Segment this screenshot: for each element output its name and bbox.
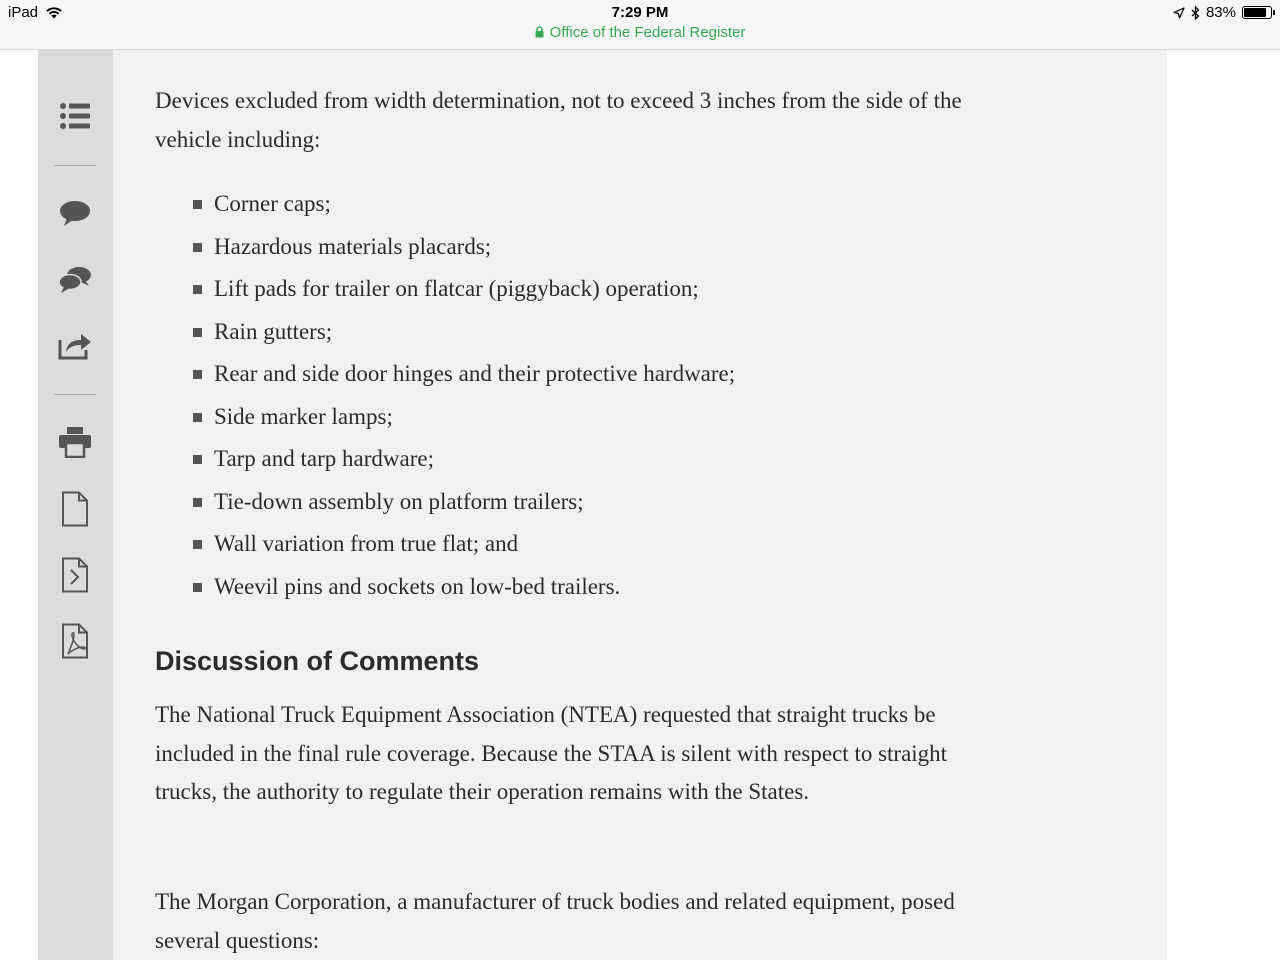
clock: 7:29 PM — [611, 4, 669, 21]
square-bullet-icon — [193, 243, 202, 252]
site-title[interactable] — [0, 24, 1280, 41]
square-bullet-icon — [193, 413, 202, 422]
list-item-text: Hazardous materials placards; — [214, 233, 492, 259]
square-bullet-icon — [193, 455, 202, 464]
sidebar-divider — [54, 394, 96, 395]
sidebar-toolbar — [38, 50, 113, 960]
list-item — [113, 523, 735, 566]
paragraph-morgan: The Morgan Corporation, a manufacturer of truck bodies and related equipment, posed several questions: — [155, 889, 955, 953]
sidebar-divider — [54, 165, 96, 166]
list-item — [113, 481, 735, 524]
list-item-text: Tie-down assembly on platform trailers; — [214, 488, 584, 514]
square-bullet-icon — [193, 498, 202, 507]
list-item — [113, 311, 735, 354]
intro-paragraph: Devices excluded from width determination, not to exceed 3 inches from the side of the vehicle including: — [155, 88, 962, 152]
excluded-devices-list — [113, 183, 735, 608]
print-icon[interactable] — [57, 424, 93, 460]
square-bullet-icon — [193, 200, 202, 209]
share-icon[interactable] — [57, 328, 93, 364]
paragraph-ntea: The National Truck Equipment Association (NTEA) requested that straight trucks be included in the final rule coverage. Because the STAA is silent with respect to straight trucks, the authority to regulate their operation remains with the States. — [155, 702, 948, 804]
comments-icon[interactable] — [57, 262, 93, 298]
list-item — [113, 183, 735, 226]
comment-icon[interactable] — [57, 196, 93, 232]
bluetooth-icon — [1191, 6, 1200, 20]
status-right — [1173, 4, 1272, 21]
site-name: Office of the Federal Register — [549, 24, 746, 41]
battery-fill — [1244, 8, 1266, 17]
list-item — [113, 268, 735, 311]
square-bullet-icon — [193, 540, 202, 549]
list-item-text: Corner caps; — [214, 191, 331, 216]
document-icon[interactable] — [57, 491, 93, 527]
square-bullet-icon — [193, 285, 202, 294]
list-item-text: Weevil pins and sockets on low-bed trailers. — [214, 573, 621, 599]
list-item-text: Rain gutters; — [214, 318, 333, 344]
list-icon[interactable] — [57, 98, 93, 134]
square-bullet-icon — [193, 328, 202, 337]
list-item — [113, 353, 735, 396]
square-bullet-icon — [193, 370, 202, 379]
list-item-text: Tarp and tarp hardware; — [214, 446, 434, 471]
list-item-text: Wall variation from true flat; and — [214, 531, 519, 556]
status-bar — [0, 0, 1280, 50]
list-item — [113, 566, 735, 609]
list-item-text: Rear and side door hinges and their protective hardware; — [214, 361, 736, 386]
square-bullet-icon — [193, 583, 202, 592]
document-next-icon[interactable] — [57, 557, 93, 593]
device-name: iPad — [8, 4, 39, 21]
list-item — [113, 226, 735, 269]
lock-icon — [535, 26, 544, 38]
list-item — [113, 438, 735, 481]
location-arrow-icon — [1173, 7, 1185, 19]
list-item — [113, 396, 735, 439]
battery-icon — [1242, 6, 1272, 19]
list-item-text: Side marker lamps; — [214, 403, 393, 429]
article-content — [113, 50, 1167, 960]
pdf-icon[interactable] — [57, 623, 93, 659]
section-heading: Discussion of Comments — [155, 646, 480, 676]
list-item-text: Lift pads for trailer on flatcar (piggyback) operation; — [214, 276, 699, 301]
battery-percent: 83% — [1205, 4, 1236, 21]
